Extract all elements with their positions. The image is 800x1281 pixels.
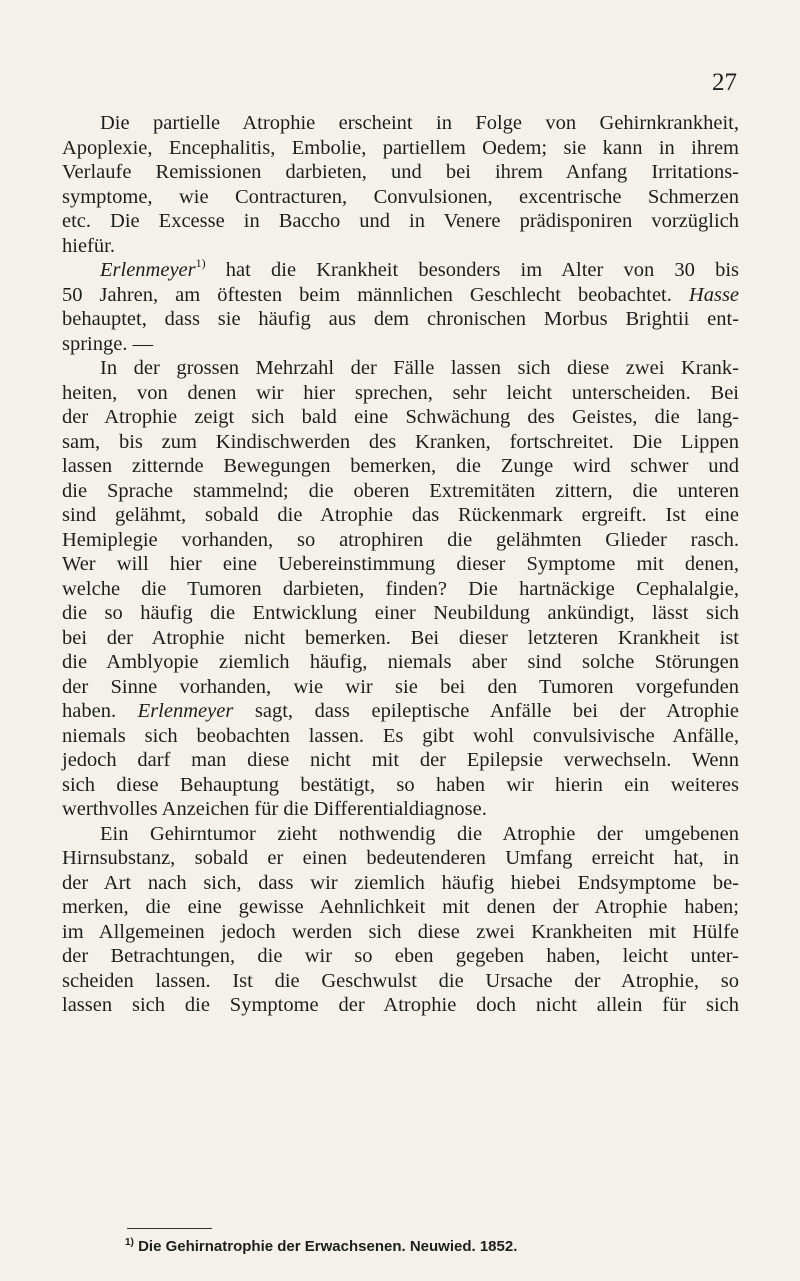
- text-line: sam, bis zum Kindischwerden des Kranken, fortschreitet. Die Lippen: [62, 430, 739, 453]
- text-line: bei der Atrophie nicht bemerken. Bei dieser letzteren Krankheit ist: [62, 626, 739, 649]
- footnote-divider: [127, 1228, 212, 1229]
- text-line: sind gelähmt, sobald die Atrophie das Rückenmark ergreift. Ist eine: [62, 504, 739, 526]
- text-line: Apoplexie, Encephalitis, Embolie, partiellem Oedem; sie kann in ihrem: [62, 136, 739, 159]
- text-line: Ein Gehirntumor zieht nothwendig die Atrophie der umgebenen: [100, 822, 739, 845]
- text-line: heiten, von denen wir hier sprechen, sehr leicht unterscheiden. Bei: [62, 381, 739, 404]
- text-fragment: 50 Jahren, am öftesten beim männlichen Geschlecht beobachtet.: [62, 283, 672, 306]
- text-line: behauptet, dass sie häufig aus dem chronischen Morbus Brightii ent-: [62, 308, 739, 330]
- text-line: merken, die eine gewisse Aehnlichkeit mit denen der Atrophie haben;: [62, 896, 739, 918]
- text-line: etc. Die Excesse in Baccho und in Venere prädisponiren vorzüglich: [62, 210, 739, 232]
- text-line: Wer will hier eine Uebereinstimmung dieser Symptome mit denen,: [62, 553, 739, 575]
- text-line: lassen zitternde Bewegungen bemerken, die Zunge wird schwer und: [62, 455, 739, 477]
- author-name: Erlenmeyer: [100, 259, 196, 281]
- text-line: [62, 699, 739, 724]
- text-line: die so häufig die Entwicklung einer Neubildung ankündigt, lässt sich: [62, 602, 739, 624]
- text-fragment: sagt, dass epileptische Anfälle bei der Atrophie: [233, 700, 740, 722]
- text-line: die Amblyopie ziemlich häufig, niemals aber sind solche Störungen: [62, 651, 739, 673]
- text-line: symptome, wie Contracturen, Convulsionen, excentrische Schmerzen: [62, 185, 739, 208]
- text-line: der Betrachtungen, die wir so eben gegeben haben, leicht unter-: [62, 945, 739, 967]
- text-line: der Atrophie zeigt sich bald eine Schwächung des Geistes, die lang-: [62, 406, 739, 428]
- text-line: Hirnsubstanz, sobald er einen bedeutenderen Umfang erreicht hat, in: [62, 847, 739, 869]
- author-name: Erlenmeyer: [137, 700, 234, 722]
- text-line: [62, 283, 739, 308]
- text-line: lassen sich die Symptome der Atrophie doch nicht allein für sich: [62, 994, 739, 1016]
- text-line: springe. —: [62, 332, 154, 355]
- text-line: jedoch darf man diese nicht mit der Epilepsie verwechseln. Wenn: [62, 749, 739, 771]
- text-line: die Sprache stammelnd; die oberen Extremitäten zittern, die unteren: [62, 479, 739, 502]
- text-line: der Art nach sich, dass wir ziemlich häufig hiebei Endsymptome be-: [62, 871, 739, 894]
- text-line: hiefür.: [62, 234, 115, 257]
- footnote-marker: 1): [125, 1237, 134, 1248]
- text-line: werthvolles Anzeichen für die Differentialdiagnose.: [62, 798, 487, 820]
- text-line: Die partielle Atrophie erscheint in Folge von Gehirnkrankheit,: [100, 112, 739, 134]
- footnote-text: Die Gehirnatrophie der Erwachsenen. Neuwied. 1852.: [133, 1238, 518, 1255]
- text-line: niemals sich beobachten lassen. Es gibt wohl convulsivische Anfälle,: [62, 724, 739, 747]
- text-line: welche die Tumoren darbieten, finden? Die hartnäckige Cephalalgie,: [62, 577, 739, 600]
- text-line: Hemiplegie vorhanden, so atrophiren die gelähmten Glieder rasch.: [62, 528, 739, 551]
- author-name: Hasse: [688, 283, 740, 306]
- text-line: der Sinne vorhanden, wie wir sie bei den Tumoren vorgefunden: [62, 675, 739, 698]
- text-line: [62, 258, 739, 283]
- text-line: scheiden lassen. Ist die Geschwulst die Ursache der Atrophie, so: [62, 969, 739, 992]
- text-line: sich diese Behauptung bestätigt, so haben wir hierin ein weiteres: [62, 773, 739, 796]
- footnote-reference: 1): [195, 256, 206, 270]
- footnote: [125, 1238, 517, 1255]
- text-fragment: haben.: [62, 700, 117, 722]
- text-fragment: hat die Krankheit besonders im Alter von 30 bis: [205, 259, 739, 281]
- text-line: In der grossen Mehrzahl der Fälle lassen sich diese zwei Krank-: [100, 357, 739, 379]
- text-line: im Allgemeinen jedoch werden sich diese zwei Krankheiten mit Hülfe: [62, 920, 739, 943]
- text-line: Verlaufe Remissionen darbieten, und bei ihrem Anfang Irritations-: [62, 161, 739, 183]
- page-number: 27: [712, 69, 737, 96]
- body-text: [62, 111, 739, 1018]
